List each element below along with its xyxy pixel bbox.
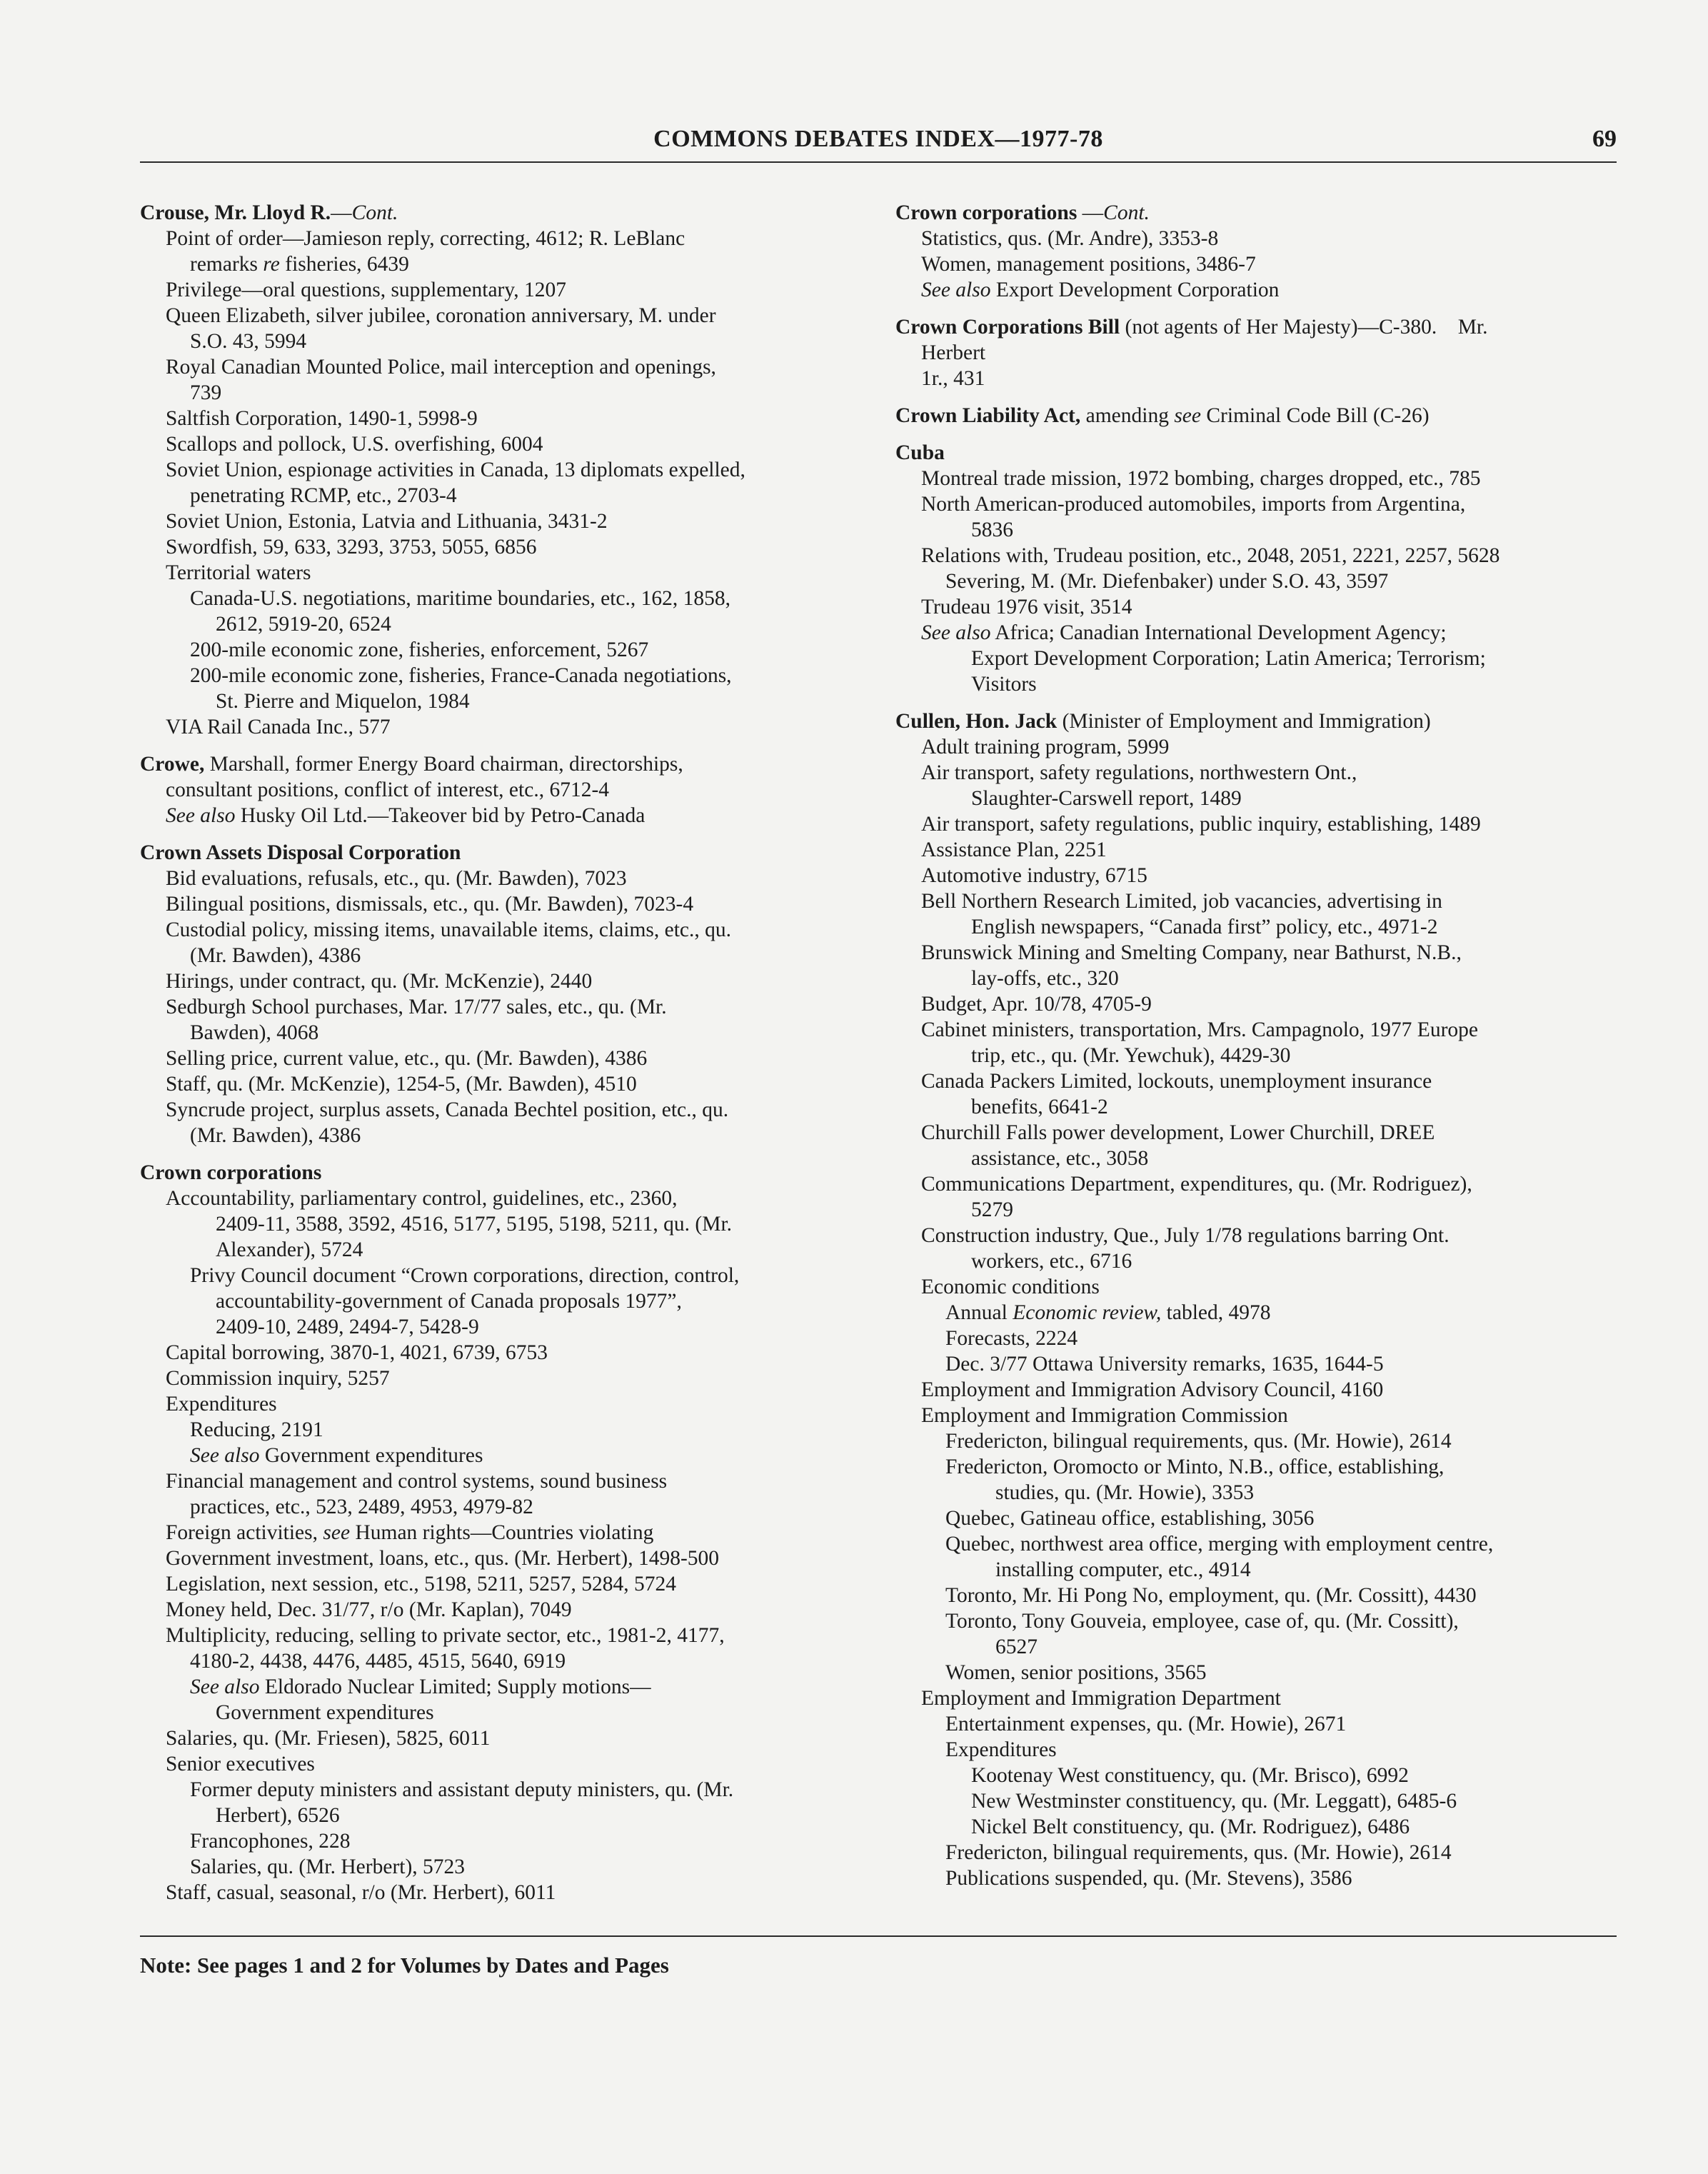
entry-line: Quebec, Gatineau office, establishing, 3056	[945, 1507, 1315, 1530]
entry-line: St. Pierre and Miquelon, 1984	[216, 690, 470, 713]
entry-line: Dec. 3/77 Ottawa University remarks, 1635, 1644-5	[945, 1353, 1384, 1376]
entry-line: See also Africa; Canadian International Development Agency;	[921, 621, 1447, 644]
entry-line: Bid evaluations, refusals, etc., qu. (Mr. Bawden), 7023	[166, 867, 627, 890]
entry-line: Former deputy ministers and assistant deputy ministers, qu. (Mr.	[190, 1778, 734, 1801]
entry-line: Churchill Falls power development, Lower Churchill, DREE	[921, 1121, 1435, 1144]
entry-line: Canada-U.S. negotiations, maritime boundaries, etc., 162, 1858,	[190, 587, 731, 610]
entry-line: Air transport, safety regulations, public inquiry, establishing, 1489	[921, 813, 1481, 836]
entry-line: See also Government expenditures	[190, 1444, 483, 1467]
entry-line: Slaughter-Carswell report, 1489	[971, 787, 1242, 810]
entry-line: Money held, Dec. 31/77, r/o (Mr. Kaplan), 7049	[166, 1598, 572, 1621]
index-entry	[140, 1160, 875, 1905]
entry-line: lay-offs, etc., 320	[971, 967, 1119, 990]
entry-line: Air transport, safety regulations, northwestern Ont.,	[921, 761, 1357, 784]
entry-line: Herbert	[921, 341, 986, 364]
entry-line: Trudeau 1976 visit, 3514	[921, 596, 1132, 618]
page-number: 69	[1592, 126, 1617, 152]
entry-line: 739	[190, 381, 222, 404]
entry-line: Queen Elizabeth, silver jubilee, coronation anniversary, M. under	[166, 304, 716, 327]
entry-line: Women, senior positions, 3565	[945, 1661, 1207, 1684]
entry-line: installing computer, etc., 4914	[995, 1558, 1251, 1581]
entry-line: S.O. 43, 5994	[190, 330, 307, 353]
entry-line: Staff, qu. (Mr. McKenzie), 1254-5, (Mr. Bawden), 4510	[166, 1073, 637, 1096]
entry-line: Expenditures	[945, 1738, 1057, 1761]
entry-line: 5279	[971, 1198, 1013, 1221]
entry-line: practices, etc., 523, 2489, 4953, 4979-82	[190, 1496, 533, 1518]
entry-line: 4180-2, 4438, 4476, 4485, 4515, 5640, 6919	[190, 1650, 566, 1673]
entry-line: (Mr. Bawden), 4386	[190, 944, 361, 967]
entry-line: Staff, casual, seasonal, r/o (Mr. Herbert), 6011	[166, 1881, 556, 1904]
entry-line: Selling price, current value, etc., qu. (Mr. Bawden), 4386	[166, 1047, 648, 1070]
entry-line: Sedburgh School purchases, Mar. 17/77 sales, etc., qu. (Mr.	[166, 996, 667, 1018]
entry-line: 2409-10, 2489, 2494-7, 5428-9	[216, 1316, 479, 1338]
entry-line: Kootenay West constituency, qu. (Mr. Brisco), 6992	[971, 1764, 1409, 1787]
entry-line: Capital borrowing, 3870-1, 4021, 6739, 6753	[166, 1341, 548, 1364]
entry-line: Fredericton, bilingual requirements, qus. (Mr. Howie), 2614	[945, 1430, 1452, 1453]
entry-line: Entertainment expenses, qu. (Mr. Howie), 2671	[945, 1713, 1347, 1735]
entry-line: Employment and Immigration Department	[921, 1687, 1281, 1710]
entry-line: Financial management and control systems, sound business	[166, 1470, 668, 1493]
entry-line: Saltfish Corporation, 1490-1, 5998-9	[166, 407, 478, 430]
index-entry	[140, 200, 875, 740]
entry-line: assistance, etc., 3058	[971, 1147, 1149, 1170]
entry-line: Publications suspended, qu. (Mr. Stevens), 3586	[945, 1867, 1352, 1890]
entry-line: Multiplicity, reducing, selling to private sector, etc., 1981-2, 4177,	[166, 1624, 725, 1647]
entry-line: Statistics, qus. (Mr. Andre), 3353-8	[921, 227, 1219, 250]
entry-line: Severing, M. (Mr. Diefenbaker) under S.O. 43, 3597	[945, 570, 1389, 593]
index-entry	[140, 840, 875, 1148]
index-entry	[895, 708, 1617, 1891]
page-header	[140, 126, 1617, 163]
entry-line: Annual Economic review, tabled, 4978	[945, 1301, 1271, 1324]
entry-line: 1r., 431	[921, 367, 985, 390]
entry-line: Quebec, northwest area office, merging with employment centre,	[945, 1533, 1494, 1556]
entry-heading: Crown Assets Disposal Corporation	[140, 841, 461, 864]
entry-heading: Cullen, Hon. Jack (Minister of Employment and Immigration)	[895, 710, 1431, 733]
entry-line: workers, etc., 6716	[971, 1250, 1132, 1273]
entry-line: Custodial policy, missing items, unavailable items, claims, etc., qu.	[166, 918, 732, 941]
entry-line: Francophones, 228	[190, 1830, 351, 1853]
entry-line: Syncrude project, surplus assets, Canada Bechtel position, etc., qu.	[166, 1098, 729, 1121]
entry-heading: Crowe, Marshall, former Energy Board chairman, directorships,	[140, 753, 683, 776]
entry-line: remarks re fisheries, 6439	[190, 253, 409, 276]
entry-line: penetrating RCMP, etc., 2703-4	[190, 484, 457, 507]
entry-line: North American-produced automobiles, imports from Argentina,	[921, 493, 1466, 516]
entry-line: Bilingual positions, dismissals, etc., qu. (Mr. Bawden), 7023-4	[166, 893, 694, 916]
entry-line: Forecasts, 2224	[945, 1327, 1078, 1350]
entry-heading: Cuba	[895, 441, 945, 464]
entry-heading: Crown Liability Act, amending see Criminal Code Bill (C-26)	[895, 404, 1430, 427]
footer-note: Note: See pages 1 and 2 for Volumes by Dates and Pages	[140, 1953, 669, 1978]
page-title: COMMONS DEBATES INDEX—1977-78	[653, 126, 1103, 152]
entry-line: Salaries, qu. (Mr. Friesen), 5825, 6011	[166, 1727, 491, 1750]
entry-line: Women, management positions, 3486-7	[921, 253, 1256, 276]
entry-line: Senior executives	[166, 1753, 315, 1775]
entry-line: Swordfish, 59, 633, 3293, 3753, 5055, 6856	[166, 536, 537, 558]
entry-line: 2612, 5919-20, 6524	[216, 613, 391, 636]
entry-line: Brunswick Mining and Smelting Company, near Bathurst, N.B.,	[921, 941, 1462, 964]
index-entry	[895, 440, 1617, 697]
entry-line: 200-mile economic zone, fisheries, enforcement, 5267	[190, 638, 649, 661]
entry-line: Commission inquiry, 5257	[166, 1367, 390, 1390]
entry-line: See also Husky Oil Ltd.—Takeover bid by Petro-Canada	[166, 804, 645, 827]
entry-line: accountability-government of Canada proposals 1977”,	[216, 1290, 682, 1313]
entry-line: Toronto, Mr. Hi Pong No, employment, qu. (Mr. Cossitt), 4430	[945, 1584, 1477, 1607]
entry-line: Relations with, Trudeau position, etc., 2048, 2051, 2221, 2257, 5628	[921, 544, 1500, 567]
entry-line: Privy Council document “Crown corporations, direction, control,	[190, 1264, 740, 1287]
entry-heading: Crouse, Mr. Lloyd R.—Cont.	[140, 201, 398, 224]
entry-line: (Mr. Bawden), 4386	[190, 1124, 361, 1147]
entry-line: Royal Canadian Mounted Police, mail interception and openings,	[166, 356, 716, 379]
entry-line: Construction industry, Que., July 1/78 regulations barring Ont.	[921, 1224, 1450, 1247]
entry-line: Bawden), 4068	[190, 1021, 319, 1044]
entry-line: Nickel Belt constituency, qu. (Mr. Rodriguez), 6486	[971, 1815, 1410, 1838]
entry-line: 2409-11, 3588, 3592, 4516, 5177, 5195, 5198, 5211, qu. (Mr.	[216, 1213, 733, 1236]
entry-line: Soviet Union, espionage activities in Canada, 13 diplomats expelled,	[166, 459, 745, 481]
entry-line: VIA Rail Canada Inc., 577	[166, 716, 391, 738]
entry-line: Territorial waters	[166, 561, 311, 584]
entry-line: Reducing, 2191	[190, 1418, 323, 1441]
index-entry	[895, 403, 1617, 429]
right-column	[895, 200, 1617, 1903]
entry-line: Visitors	[971, 673, 1037, 696]
entry-line: Accountability, parliamentary control, guidelines, etc., 2360,	[166, 1187, 678, 1210]
entry-line: Fredericton, bilingual requirements, qus. (Mr. Howie), 2614	[945, 1841, 1452, 1864]
entry-heading: Crown Corporations Bill (not agents of Her Majesty)—C-380. Mr.	[895, 316, 1488, 339]
entry-line: Employment and Immigration Advisory Council, 4160	[921, 1378, 1384, 1401]
entry-line: 5836	[971, 519, 1013, 541]
entry-line: Privilege—oral questions, supplementary, 1207	[166, 279, 566, 301]
entry-line: Soviet Union, Estonia, Latvia and Lithuania, 3431-2	[166, 510, 608, 533]
index-entry	[895, 314, 1617, 391]
entry-line: New Westminster constituency, qu. (Mr. Leggatt), 6485-6	[971, 1790, 1457, 1813]
entry-line: Bell Northern Research Limited, job vacancies, advertising in	[921, 890, 1442, 913]
entry-line: Adult training program, 5999	[921, 736, 1170, 758]
entry-line: See also Export Development Corporation	[921, 279, 1280, 301]
entry-line: consultant positions, conflict of interest, etc., 6712-4	[166, 778, 610, 801]
entry-heading: Crown corporations —Cont.	[895, 201, 1150, 224]
entry-line: Foreign activities, see Human rights—Countries violating	[166, 1521, 654, 1544]
entry-line: trip, etc., qu. (Mr. Yewchuk), 4429-30	[971, 1044, 1291, 1067]
entry-line: Alexander), 5724	[216, 1238, 363, 1261]
index-entry	[895, 200, 1617, 303]
left-column	[140, 200, 875, 1917]
entry-line: Fredericton, Oromocto or Minto, N.B., office, establishing,	[945, 1456, 1445, 1478]
entry-line: Montreal trade mission, 1972 bombing, charges dropped, etc., 785	[921, 467, 1481, 490]
entry-line: benefits, 6641-2	[971, 1096, 1108, 1118]
entry-line: Expenditures	[166, 1393, 277, 1416]
entry-line: Herbert), 6526	[216, 1804, 340, 1827]
entry-line: Point of order—Jamieson reply, correcting, 4612; R. LeBlanc	[166, 227, 685, 250]
entry-line: Scallops and pollock, U.S. overfishing, 6004	[166, 433, 543, 456]
entry-line: Economic conditions	[921, 1276, 1100, 1298]
entry-line: Government expenditures	[216, 1701, 434, 1724]
entry-line: Legislation, next session, etc., 5198, 5211, 5257, 5284, 5724	[166, 1573, 677, 1596]
index-page	[140, 126, 1617, 2140]
index-entry	[140, 751, 875, 828]
entry-line: Toronto, Tony Gouveia, employee, case of, qu. (Mr. Cossitt),	[945, 1610, 1459, 1633]
entry-line: Employment and Immigration Commission	[921, 1404, 1288, 1427]
entry-line: Government investment, loans, etc., qus. (Mr. Herbert), 1498-500	[166, 1547, 720, 1570]
entry-line: Salaries, qu. (Mr. Herbert), 5723	[190, 1855, 466, 1878]
entry-line: Assistance Plan, 2251	[921, 838, 1107, 861]
entry-line: studies, qu. (Mr. Howie), 3353	[995, 1481, 1255, 1504]
entry-line: Hirings, under contract, qu. (Mr. McKenzie), 2440	[166, 970, 593, 993]
entry-line: Budget, Apr. 10/78, 4705-9	[921, 993, 1152, 1016]
entry-line: Canada Packers Limited, lockouts, unemployment insurance	[921, 1070, 1432, 1093]
entry-line: Communications Department, expenditures, qu. (Mr. Rodriguez),	[921, 1173, 1472, 1196]
entry-line: Automotive industry, 6715	[921, 864, 1147, 887]
entry-line: Cabinet ministers, transportation, Mrs. Campagnolo, 1977 Europe	[921, 1018, 1478, 1041]
entry-line: English newspapers, “Canada first” policy, etc., 4971-2	[971, 916, 1438, 938]
entry-heading: Crown corporations	[140, 1161, 322, 1184]
entry-line: See also Eldorado Nuclear Limited; Supply motions—	[190, 1675, 651, 1698]
entry-line: 6527	[995, 1635, 1038, 1658]
entry-line: Export Development Corporation; Latin America; Terrorism;	[971, 647, 1486, 670]
entry-line: 200-mile economic zone, fisheries, France-Canada negotiations,	[190, 664, 732, 687]
page-footer	[140, 1935, 1617, 1978]
